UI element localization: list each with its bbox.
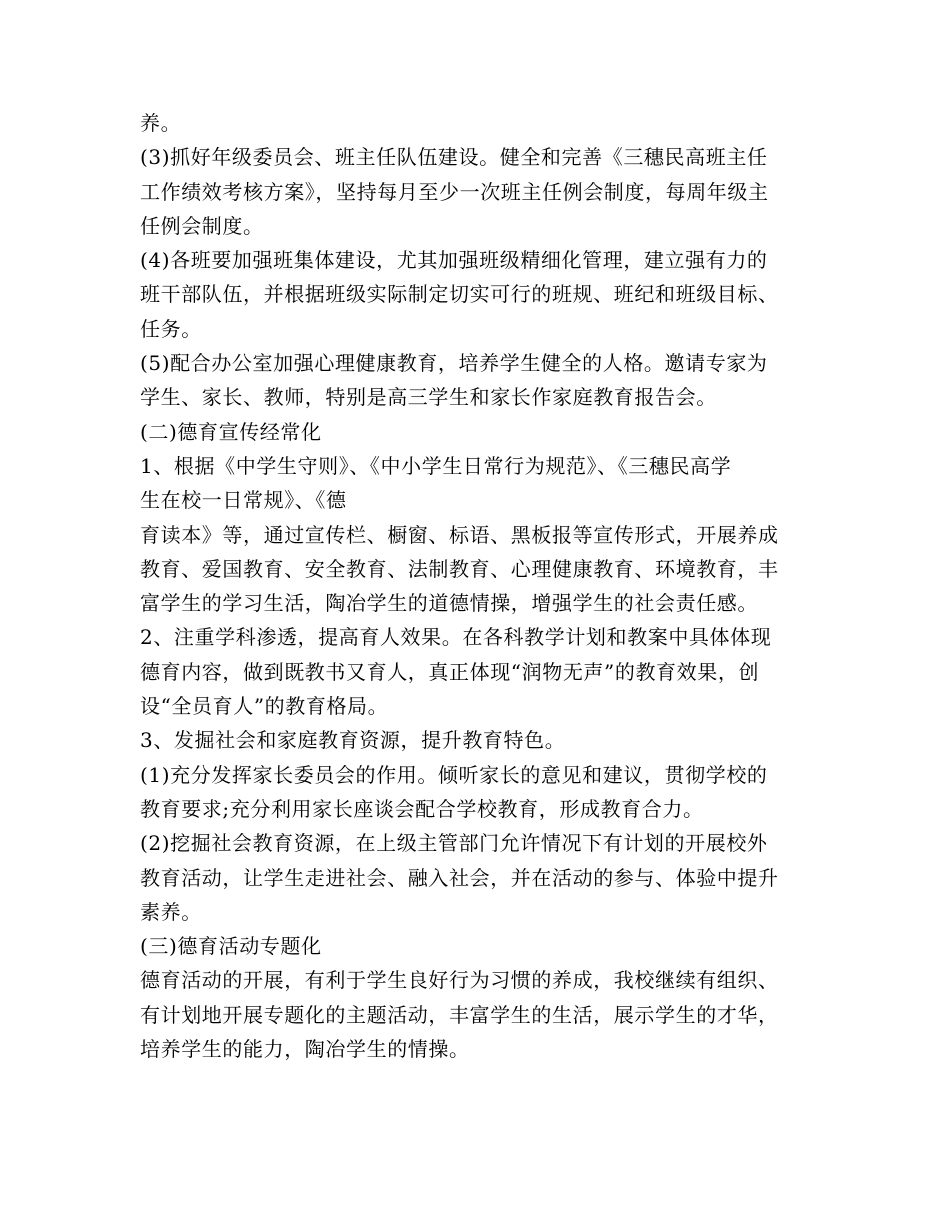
text-line: 工作绩效考核方案》，坚持每月至少一次班主任例会制度，每周年级主 xyxy=(140,179,769,204)
text-line: 德育内容，做到既教书又育人，真正体现“润物无声”的教育效果，创 xyxy=(140,659,760,684)
text-line: 德育活动的开展，有利于学生良好行为习惯的养成，我校继续有组织、 xyxy=(140,968,779,993)
text-line: (5)配合办公室加强心理健康教育，培养学生健全的人格。邀请专家为 xyxy=(140,351,768,376)
text-line: 生在校一日常规》、《德 xyxy=(140,488,347,513)
text-line: 教育活动，让学生走进社会、融入社会，并在活动的参与、体验中提升 xyxy=(140,865,779,890)
text-line: 任例会制度。 xyxy=(140,213,264,238)
text-line: 3、发掘社会和家庭教育资源，提升教育特色。 xyxy=(140,728,566,753)
text-line: (3)抓好年级委员会、班主任队伍建设。健全和完善《三穗民高班主任 xyxy=(140,145,768,170)
text-line: 学生、家长、教师，特别是高三学生和家长作家庭教育报告会。 xyxy=(140,385,717,410)
section-heading: (二)德育宣传经常化 xyxy=(140,419,322,444)
text-line: 培养学生的能力，陶冶学生的情操。 xyxy=(140,1037,470,1062)
text-line: 班干部队伍，并根据班级实际制定切实可行的班规、班纪和班级目标、 xyxy=(140,282,779,307)
text-line: 育读本》等，通过宣传栏、橱窗、标语、黑板报等宣传形式，开展养成 xyxy=(140,522,779,547)
text-line: 2、注重学科渗透，提高育人效果。在各科教学计划和教案中具体体现 xyxy=(140,625,772,650)
text-line: (2)挖掘社会教育资源，在上级主管部门允许情况下有计划的开展校外 xyxy=(140,831,768,856)
text-line: 有计划地开展专题化的主题活动，丰富学生的生活，展示学生的才华， xyxy=(140,1002,779,1027)
text-line: 富学生的学习生活，陶冶学生的道德情操，增强学生的社会责任感。 xyxy=(140,591,758,616)
text-line: (4)各班要加强班集体建设，尤其加强班级精细化管理，建立强有力的 xyxy=(140,248,768,273)
text-line: 1、根据《中学生守则》、《中小学生日常行为规范》、《三穗民高学 xyxy=(140,453,732,478)
text-line: 养。 xyxy=(140,111,182,135)
text-line: 任务。 xyxy=(140,316,202,341)
text-line: 教育要求;充分利用家长座谈会配合学校教育，形成教育合力。 xyxy=(140,796,704,821)
text-line: 设“全员育人”的教育格局。 xyxy=(140,694,389,719)
text-line: 素养。 xyxy=(140,899,202,924)
text-line: 教育、爱国教育、安全教育、法制教育、心理健康教育、环境教育，丰 xyxy=(140,556,779,581)
document-body xyxy=(140,106,820,1066)
text-line: (1)充分发挥家长委员会的作用。倾听家长的意见和建议，贯彻学校的 xyxy=(140,762,768,787)
section-heading: (三)德育活动专题化 xyxy=(140,934,322,959)
